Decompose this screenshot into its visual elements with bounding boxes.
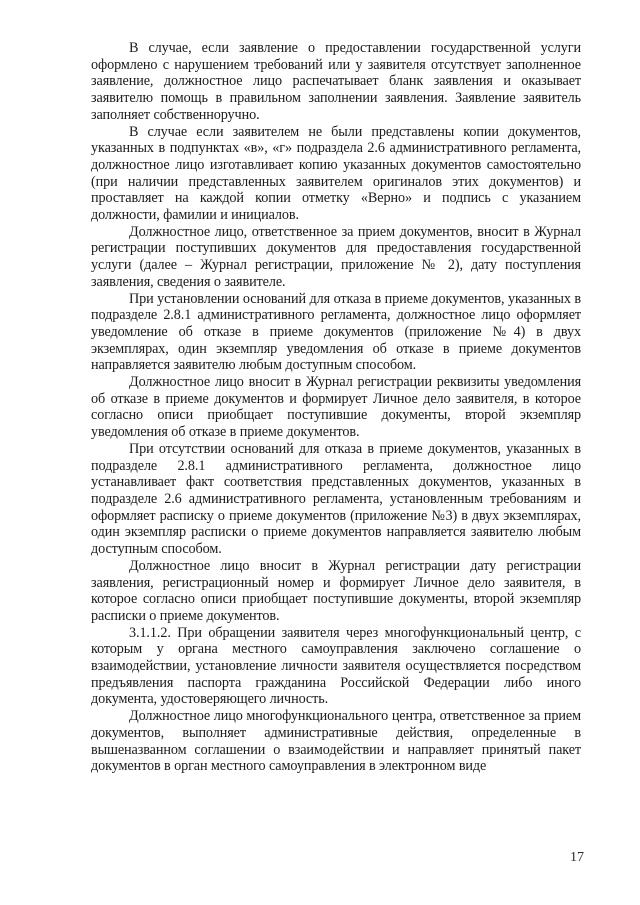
paragraph-application-completion: В случае, если заявление о предоставлении государственной услуги оформлено с нарушением требований или у заявителя отсутствует заполненное заявление, должностное лицо распечатывает бланк заявления и оказывает заявителю помощь в правильном заполнении заявления. Заявление заявитель заполняет собственноручно.	[91, 40, 581, 123]
paragraph-refusal-grounds: При установлении оснований для отказа в приеме документов, указанных в подразделе 2.8.1 административного регламента, должностное лицо оформляет уведомление об отказе в приеме документов (приложение №4) в двух экземплярах, один экземпляр уведомления об отказе в приеме документов направляется заявителю любым доступным способом.	[91, 290, 581, 374]
paragraph-receipt-issuance: При отсутствии оснований для отказа в приеме документов, указанных в подразделе 2.8.1 административного регламента, должностное лицо устанавливает факт соответствия представленных документов, указанных в подразделе 2.6 административного регламента, установленным требованиям и оформляет расписку о приеме документов (приложение №3) в двух экземплярах, один экземпляр расписки о приеме документов направляется заявителю любым доступным способом.	[91, 440, 581, 558]
paragraph-refusal-registration: Должностное лицо вносит в Журнал регистрации реквизиты уведомления об отказе в приеме документов и формирует Личное дело заявителя, в которое согласно описи приобщает поступившие документы, второй экземпляр уведомления об отказе в приеме документов.	[91, 374, 581, 441]
paragraph-mfc-appeal: 3.1.1.2. При обращении заявителя через многофункциональный центр, с которым у органа местного самоуправления заключено соглашение о взаимодействии, установление личности заявителя осуществляется посредством предъявления паспорта гражданина Российской Федерации либо иного документа, удостоверяющего личность.	[91, 624, 581, 708]
paragraph-receipt-registration: Должностное лицо вносит в Журнал регистрации дату регистрации заявления, регистрационный номер и формирует Личное дело заявителя, в которое согласно описи приобщает поступившие документы, второй экземпляр расписки о приеме документов.	[91, 557, 581, 624]
paragraph-document-copies: В случае если заявителем не были представлены копии документов, указанных в подпунктах «в», «г» подраздела 2.6 административного регламента, должностное лицо изготавливает копию указанных документов самостоятельно (при наличии представленных заявителем оригиналов этих документов) и проставляет на каждой копии отметку «Верно» и подпись с указанием должности, фамилии и инициалов.	[91, 123, 581, 224]
page-number: 17	[570, 850, 584, 865]
document-body	[91, 40, 581, 775]
paragraph-mfc-officer: Должностное лицо многофункционального центра, ответственное за прием документов, выполняет административные действия, определенные в вышеназванном соглашении о взаимодействии и направляет принятый пакет документов в орган местного самоуправления в электронном виде	[91, 708, 581, 775]
paragraph-journal-entry: Должностное лицо, ответственное за прием документов, вносит в Журнал регистрации поступивших документов для предоставления государственной услуги (далее – Журнал регистрации, приложение № 2), дату поступления заявления, сведения о заявителе.	[91, 223, 581, 290]
